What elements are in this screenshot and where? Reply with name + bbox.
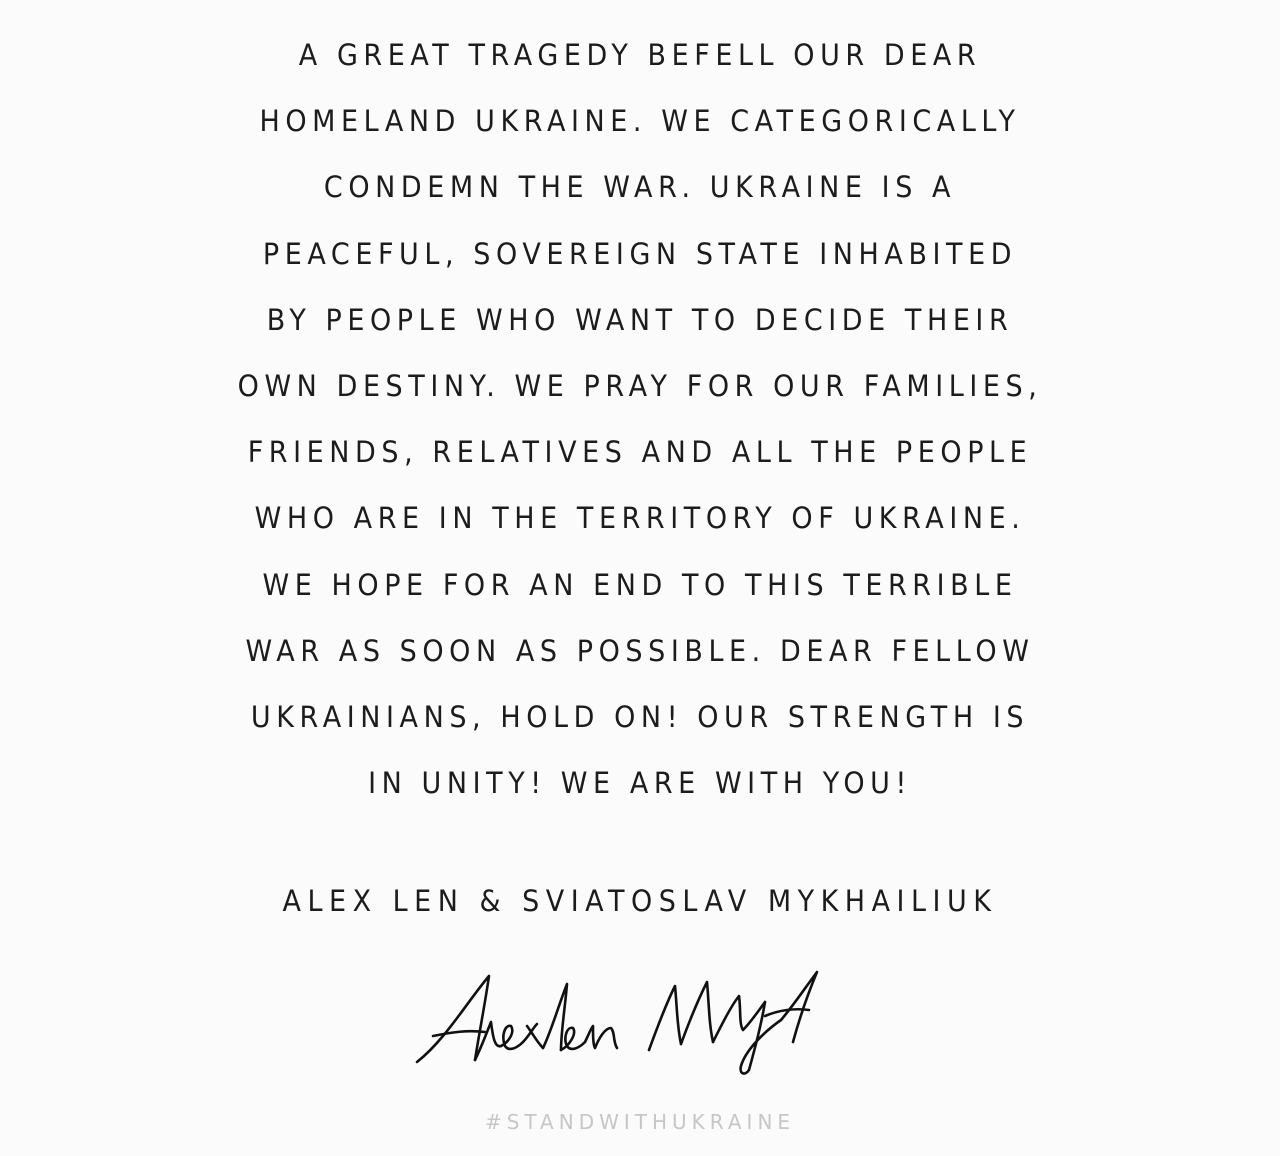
signature-stroke: [681, 982, 713, 1044]
statement-line: BY PEOPLE WHO WANT TO DECIDE THEIR: [266, 302, 1014, 337]
statement-line: WAR AS SOON AS POSSIBLE. DEAR FELLOW: [245, 633, 1035, 668]
statement-line: A GREAT TRAGEDY BEFELL OUR DEAR: [298, 38, 982, 72]
handwritten-signature: [405, 962, 845, 1082]
signature-stroke: [433, 1031, 485, 1036]
statement-line: CONDEMN THE WAR. UKRAINE IS A: [323, 170, 957, 205]
signature-stroke: [649, 986, 681, 1050]
statement-line: WE HOPE FOR AN END TO THIS TERRIBLE: [262, 567, 1018, 602]
signature-stroke: [585, 1026, 617, 1048]
statement-line: UKRAINIANS, HOLD ON! OUR STRENGTH IS: [250, 700, 1030, 735]
statement-line: WHO ARE IN THE TERRITORY OF UKRAINE.: [254, 501, 1026, 536]
signature-stroke: [561, 1028, 585, 1050]
signature-stroke: [501, 1026, 523, 1049]
authors-names: ALEX LEN & SVIATOSLAV MYKHAILIUK: [282, 884, 998, 918]
statement-line: PEACEFUL, SOVEREIGN STATE INHABITED: [262, 236, 1018, 271]
signature-stroke: [523, 1024, 543, 1048]
signature-stroke: [417, 976, 489, 1062]
statement-line: FRIENDS, RELATIVES AND ALL THE PEOPLE: [247, 435, 1033, 470]
signature-stroke: [781, 972, 817, 1042]
hashtag: #STANDWITHUKRAINE: [484, 1110, 796, 1134]
statement-line: HOMELAND UKRAINE. WE CATEGORICALLY: [259, 104, 1021, 139]
statement-line: IN UNITY! WE ARE WITH YOU!: [368, 766, 912, 801]
statement-text: [0, 22, 1280, 816]
statement-line: OWN DESTINY. WE PRAY FOR OUR FAMILIES,: [237, 369, 1043, 404]
signature-stroke: [543, 984, 567, 1050]
